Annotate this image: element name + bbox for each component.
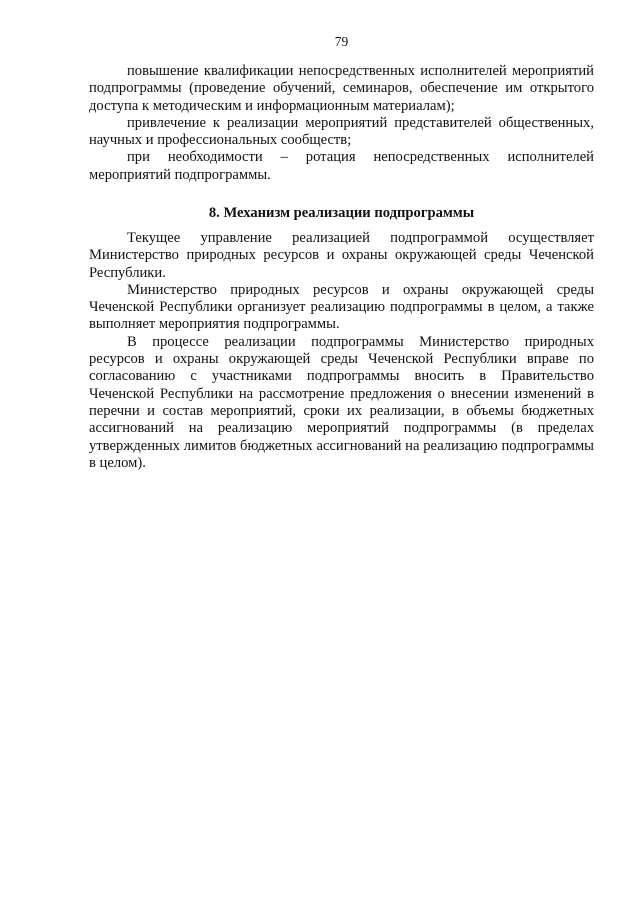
section-paragraph: Министерство природных ресурсов и охраны окружающей среды Чеченской Республики организует реализацию подпрограммы в целом, а также выполняет мероприятия подпрограммы. xyxy=(89,281,594,333)
section-heading: 8. Механизм реализации подпрограммы xyxy=(208,205,475,221)
section-paragraph: В процессе реализации подпрограммы Министерство природных ресурсов и охраны окружающей среды Чеченской Республики вправе по согласованию с участниками подпрограммы вносить в Правительство Чеченской Республики на рассмотрение предложения о внесении изменений в перечни и состав мероприятий, сроки их реализации, в объемы бюджетных ассигнований на реализацию мероприятий подпрограммы (в пределах утвержденных лимитов бюджетных ассигнований на реализацию подпрограммы в целом). xyxy=(89,333,594,471)
list-paragraph: привлечение к реализации мероприятий представителей общественных, научных и профессиональных сообществ; xyxy=(89,114,594,149)
section-body xyxy=(89,230,594,472)
list-paragraph: при необходимости – ротация непосредственных исполнителей мероприятий подпрограммы. xyxy=(89,149,594,183)
section-paragraph: Текущее управление реализацией подпрограммой осуществляет Министерство природных ресурсов и охраны окружающей среды Чеченской Республики. xyxy=(89,230,594,281)
list-paragraph: повышение квалификации непосредственных исполнителей мероприятий подпрограммы (проведение обучений, семинаров, обеспечение им открытого доступа к методическим и информационным материалам); xyxy=(89,63,594,114)
measures-list xyxy=(89,63,594,184)
page-number: 79 xyxy=(334,34,349,49)
